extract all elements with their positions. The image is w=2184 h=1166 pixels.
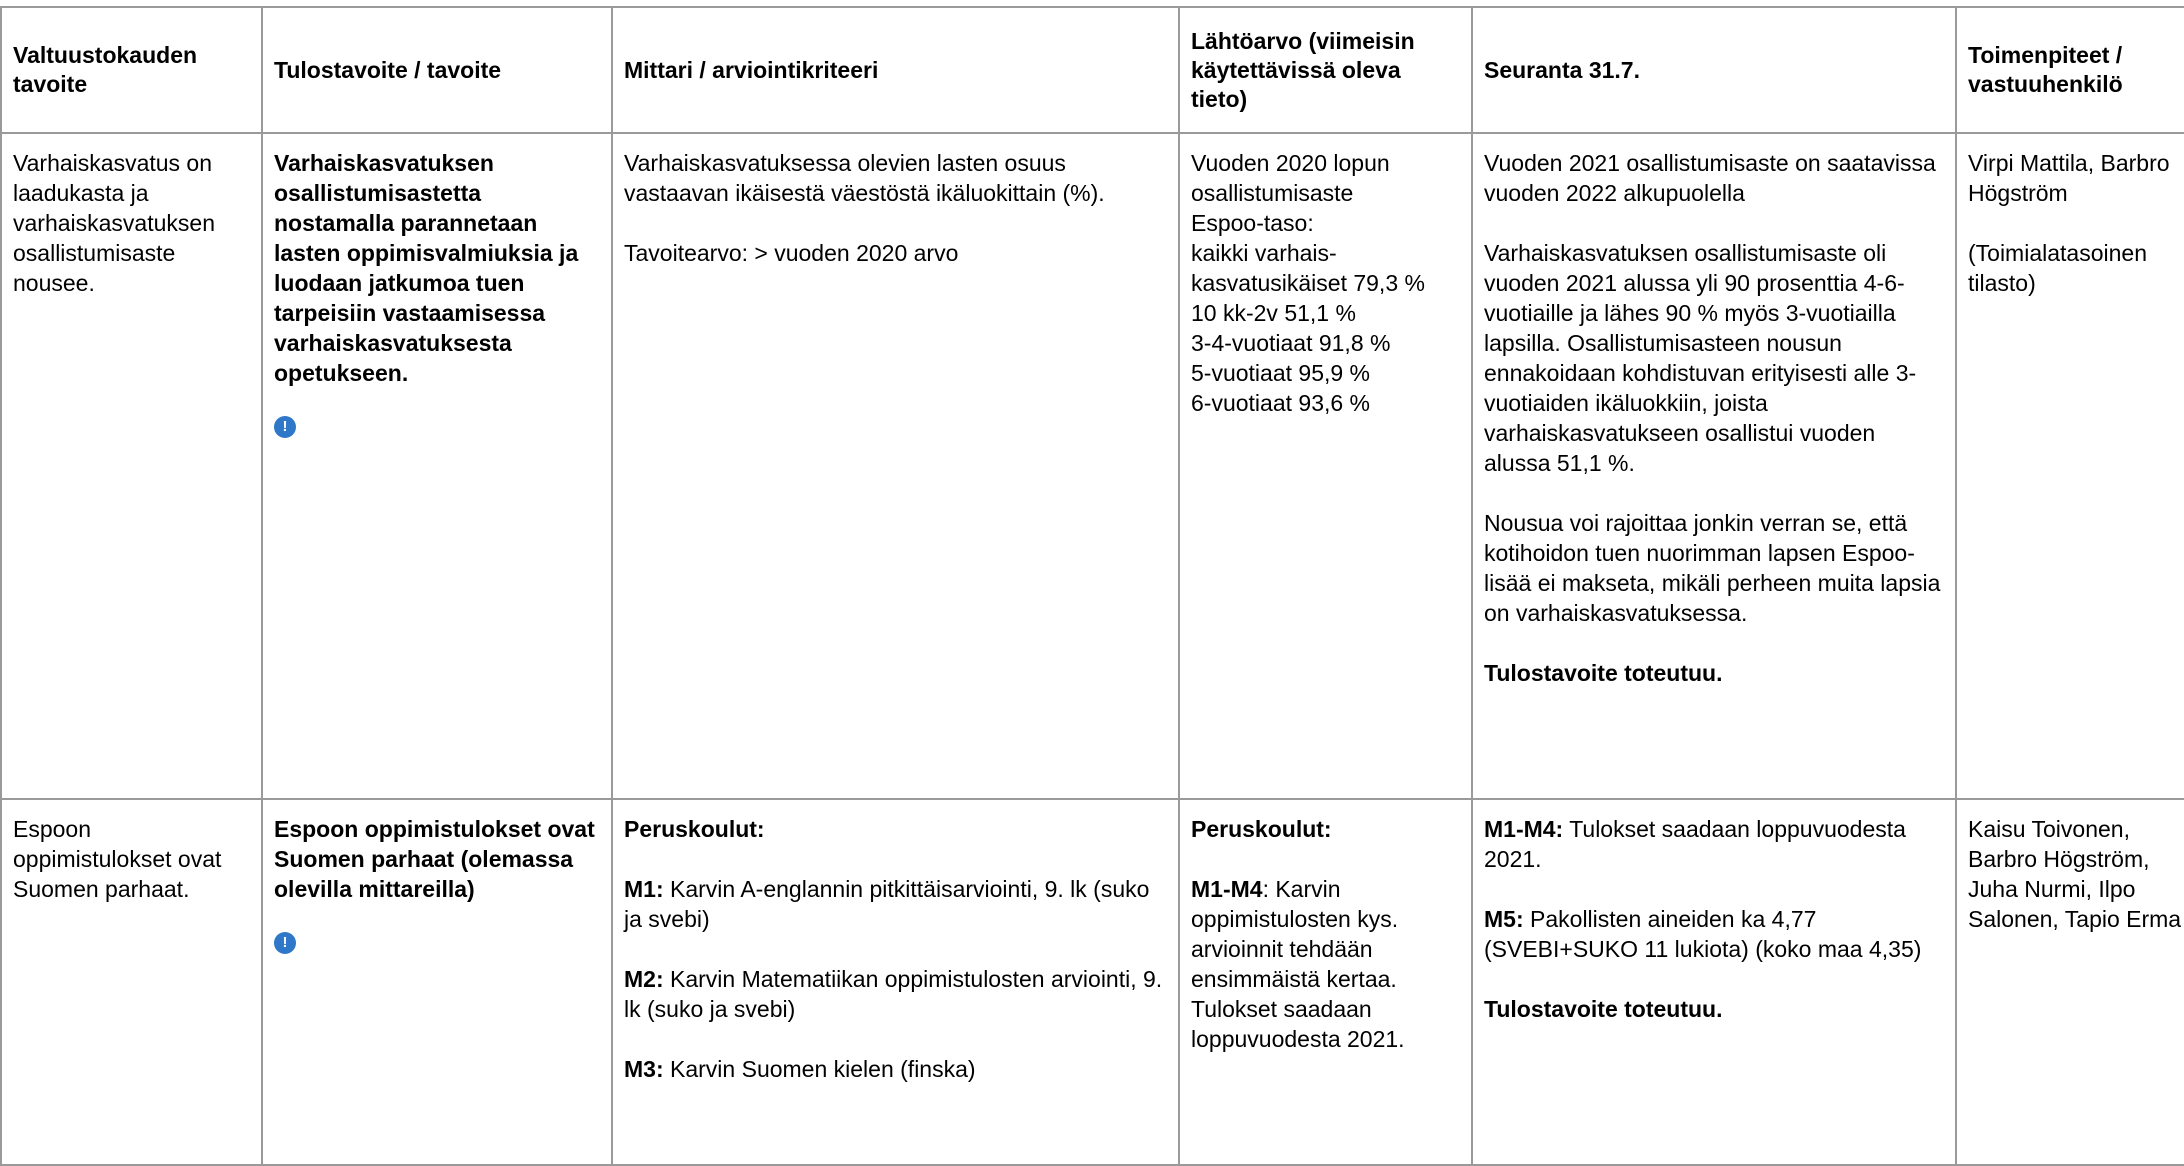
followup-conclusion: Tulostavoite toteutuu. — [1484, 996, 1723, 1022]
measure-item-label: M1: — [624, 876, 664, 902]
council-goal-text: Varhaiskasvatus on laadukasta ja varhaiskasvatuksen osallistumisaste nousee. — [13, 150, 215, 296]
table-row — [1, 799, 2184, 1165]
followup-item-label: M5: — [1484, 906, 1524, 932]
measure-item-text: Karvin A-englannin pitkittäisarviointi, 9. lk (suko ja svebi) — [624, 876, 1150, 932]
info-icon[interactable]: ! — [274, 416, 296, 438]
cell-followup — [1472, 799, 1956, 1165]
followup-paragraph: Vuoden 2021 osallistumisaste on saatavissa vuoden 2022 alkupuolella — [1484, 150, 1936, 206]
baseline-line: Espoo-taso: — [1191, 210, 1314, 236]
followup-item-label: M1-M4: — [1484, 816, 1564, 842]
measure-item — [624, 874, 1167, 934]
responsible-persons: Kaisu Toivonen, Barbro Högström, Juha Nurmi, Ilpo Salonen, Tapio Erma — [1968, 816, 2182, 932]
followup-paragraph: Nousua voi rajoittaa jonkin verran se, että kotihoidon tuen nuorimman lapsen Espoo-lisää ei makseta, mikäli perheen muita lapsia on varhaiskasvatuksessa. — [1484, 510, 1941, 626]
cell-council-goal — [1, 133, 262, 799]
measure-item-text: Karvin Suomen kielen (finska) — [663, 1056, 976, 1082]
baseline-item-text: : Karvin oppimistulosten kys. arvioinnit tehdään ensimmäistä kertaa. Tulokset saadaan loppuvuodesta 2021. — [1191, 876, 1405, 1052]
baseline-item — [1191, 874, 1460, 1054]
council-goal-text: Espoon oppimistulokset ovat Suomen parhaat. — [13, 816, 222, 902]
actions-note: (Toimialatasoinen tilasto) — [1968, 240, 2147, 296]
header-target: Tulostavoite / tavoite — [262, 7, 612, 133]
measure-item-label: M2: — [624, 966, 664, 992]
followup-item-text: Pakollisten aineiden ka 4,77 (SVEBI+SUKO 11 lukiota) (koko maa 4,35) — [1484, 906, 1922, 962]
header-row — [1, 7, 2184, 133]
cell-baseline — [1179, 799, 1472, 1165]
baseline-line: kaikki varhais-kasvatusikäiset 79,3 % — [1191, 240, 1425, 296]
info-icon[interactable]: ! — [274, 932, 296, 954]
header-actions: Toimenpiteet / vastuuhenkilö — [1956, 7, 2184, 133]
baseline-line: 3-4-vuotiaat 91,8 % — [1191, 330, 1391, 356]
measure-item-text: Karvin Matematiikan oppimistulosten arviointi, 9. lk (suko ja svebi) — [624, 966, 1163, 1022]
responsible-persons: Virpi Mattila, Barbro Högström — [1968, 150, 2170, 206]
cell-target — [262, 133, 612, 799]
cell-actions — [1956, 133, 2184, 799]
baseline-line: 5-vuotiaat 95,9 % — [1191, 360, 1371, 386]
header-measure: Mittari / arviointikriteeri — [612, 7, 1179, 133]
baseline-line: Vuoden 2020 lopun osallistumisaste — [1191, 150, 1390, 206]
followup-item-text: Tulokset saadaan loppuvuodesta 2021. — [1484, 816, 1906, 872]
goals-table — [0, 6, 2184, 1166]
measure-item — [624, 964, 1167, 1024]
followup-item — [1484, 904, 1944, 964]
cell-followup — [1472, 133, 1956, 799]
cell-council-goal — [1, 799, 262, 1165]
baseline-line: 10 kk-2v 51,1 % — [1191, 300, 1356, 326]
header-council-goal: Valtuustokauden tavoite — [1, 7, 262, 133]
measure-item-label: M3: — [624, 1056, 664, 1082]
baseline-line: 6-vuotiaat 93,6 % — [1191, 390, 1371, 416]
cell-actions — [1956, 799, 2184, 1165]
followup-paragraph: Varhaiskasvatuksen osallistumisaste oli vuoden 2021 alussa yli 90 prosenttia 4-6-vuotiaille ja lähes 90 % myös 3-vuotiailla lapsilla. Osallistumisasteen nousun ennakoidaan kohdistuvan erityisesti alle 3-vuotiaiden ikäluokkiin, joista varhaiskasvatukseen osallistui vuoden alussa 51,1 %. — [1484, 240, 1917, 476]
header-followup: Seuranta 31.7. — [1472, 7, 1956, 133]
followup-item — [1484, 814, 1944, 874]
header-baseline: Lähtöarvo (viimeisin käytettävissä oleva tieto) — [1179, 7, 1472, 133]
measure-target-value: Tavoitearvo: > vuoden 2020 arvo — [624, 240, 959, 266]
cell-target — [262, 799, 612, 1165]
cell-measure — [612, 133, 1179, 799]
goals-table-wrapper — [0, 6, 2184, 1166]
measure-heading: Peruskoulut: — [624, 816, 765, 842]
target-text: Varhaiskasvatuksen osallistumisastetta nostamalla parannetaan lasten oppimisvalmiuksia ja luodaan jatkumoa tuen tarpeisiin vastaamisessa varhaiskasvatuksesta opetukseen. — [274, 150, 579, 386]
followup-conclusion: Tulostavoite toteutuu. — [1484, 660, 1723, 686]
measure-item — [624, 1054, 1167, 1084]
measure-description: Varhaiskasvatuksessa olevien lasten osuus vastaavan ikäisestä väestöstä ikäluokittain (%). — [624, 150, 1105, 206]
baseline-heading: Peruskoulut: — [1191, 816, 1332, 842]
table-row — [1, 133, 2184, 799]
cell-measure — [612, 799, 1179, 1165]
baseline-item-label: M1-M4 — [1191, 876, 1263, 902]
target-text: Espoon oppimistulokset ovat Suomen parhaat (olemassa olevilla mittareilla) — [274, 816, 595, 902]
cell-baseline — [1179, 133, 1472, 799]
